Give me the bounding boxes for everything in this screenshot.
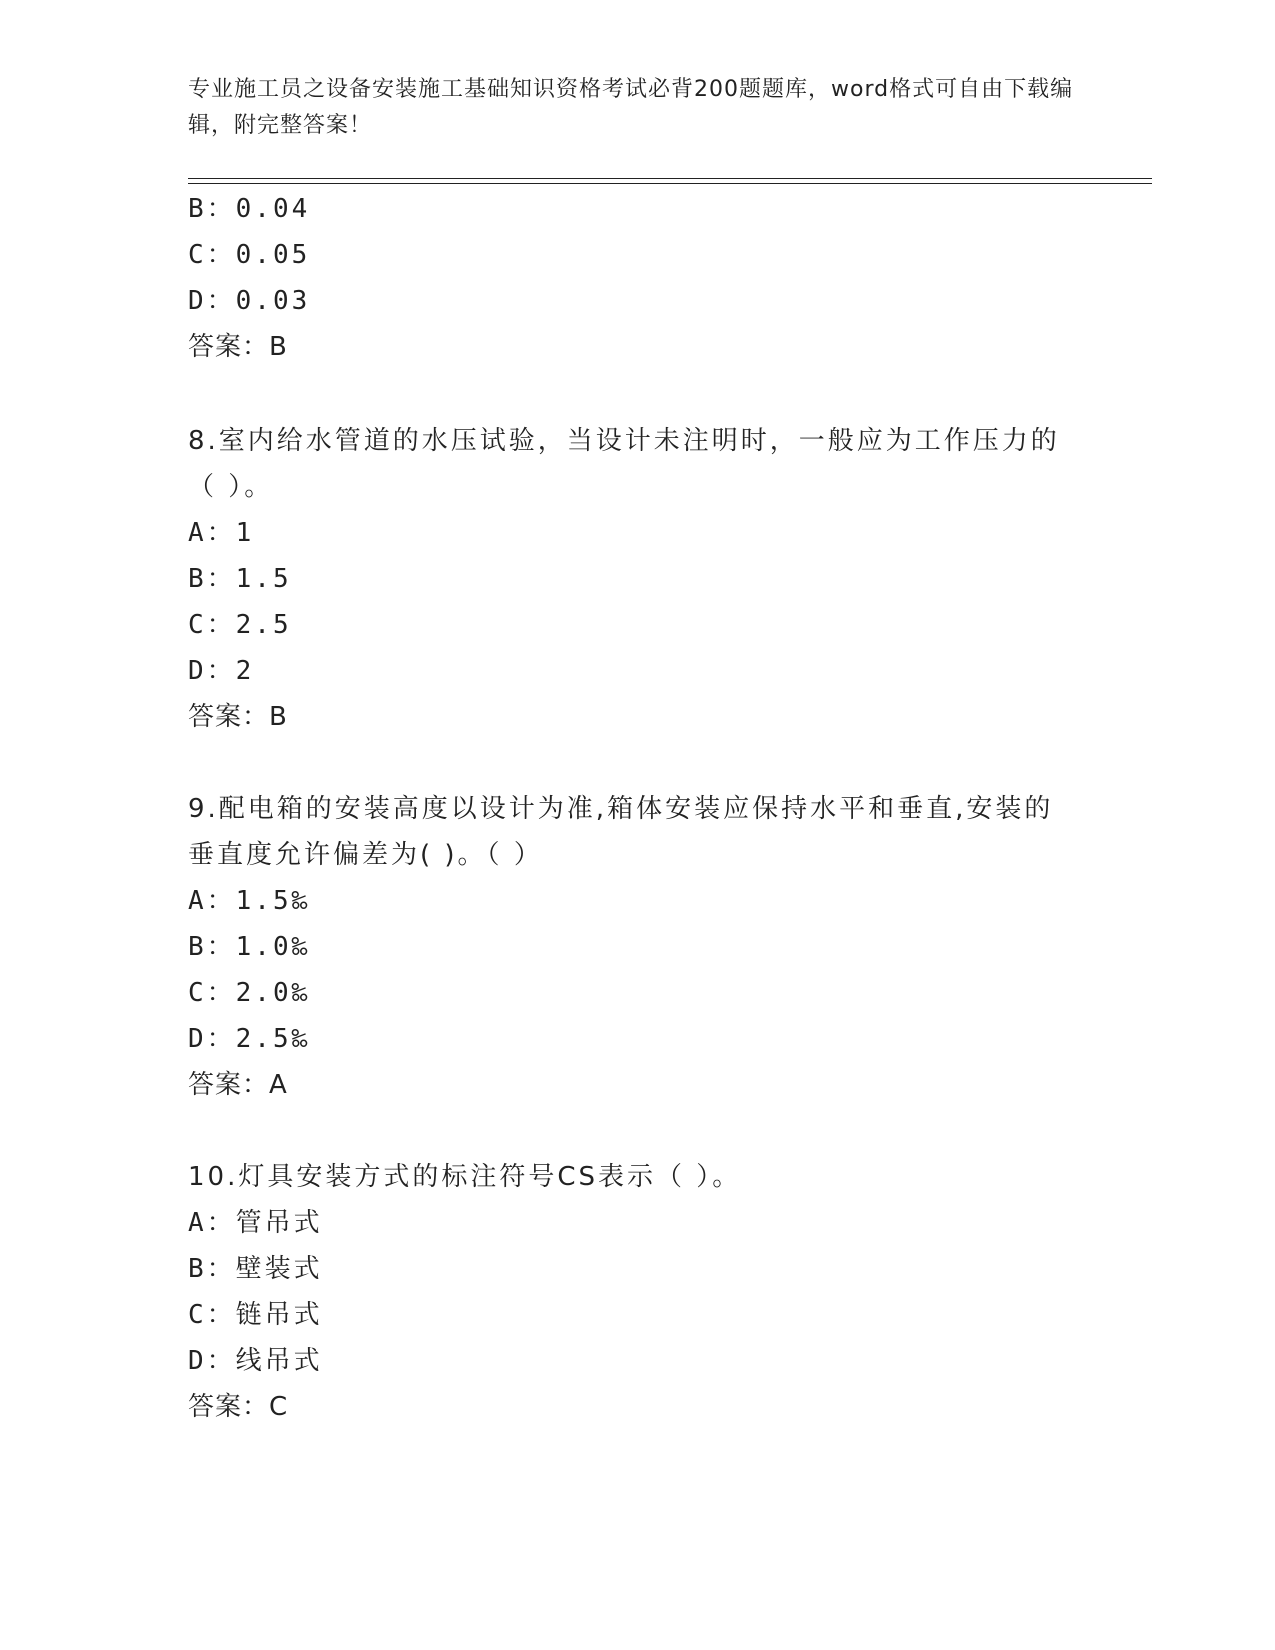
question-8-option-d: D：2 [188,656,255,686]
question-8-answer: 答案：B [188,702,288,732]
question-8-option-a: A：1 [188,518,255,548]
question-9-option-c: C：2.0‰ [188,978,311,1008]
prev-option-b: B：0.04 [188,194,311,224]
prev-answer: 答案：B [188,332,288,362]
question-9-answer: 答案：A [188,1070,288,1100]
question-8-option-c: C：2.5 [188,610,292,640]
question-10-option-a: A：管吊式 [188,1208,323,1238]
question-8-stem-line1: 8.室内给水管道的水压试验，当设计未注明时，一般应为工作压力的 [188,426,1060,456]
question-10-option-d: D：线吊式 [188,1346,323,1376]
question-9-stem-line2: 垂直度允许偏差为( )。（ ） [188,840,543,870]
question-9-option-d: D：2.5‰ [188,1024,311,1054]
prev-option-d: D：0.03 [188,286,311,316]
question-8-option-b: B：1.5 [188,564,292,594]
question-10-option-c: C：链吊式 [188,1300,323,1330]
prev-option-c: C：0.05 [188,240,311,270]
header-divider-top [188,178,1152,179]
question-9-option-b: B：1.0‰ [188,932,311,962]
document-header: 专业施工员之设备安装施工基础知识资格考试必背200题题库，word格式可自由下载编辑，附完整答案！ [188,77,1074,138]
question-9-option-a: A：1.5‰ [188,886,311,916]
question-10-option-b: B：壁装式 [188,1254,323,1284]
header-divider-bottom [188,183,1152,184]
question-10-answer: 答案：C [188,1392,289,1422]
question-10-stem-line1: 10.灯具安装方式的标注符号CS表示（ ）。 [188,1162,742,1192]
question-8-stem-line2: （ ）。 [188,472,274,502]
question-9-stem-line1: 9.配电箱的安装高度以设计为准,箱体安装应保持水平和垂直,安装的 [188,794,1054,824]
